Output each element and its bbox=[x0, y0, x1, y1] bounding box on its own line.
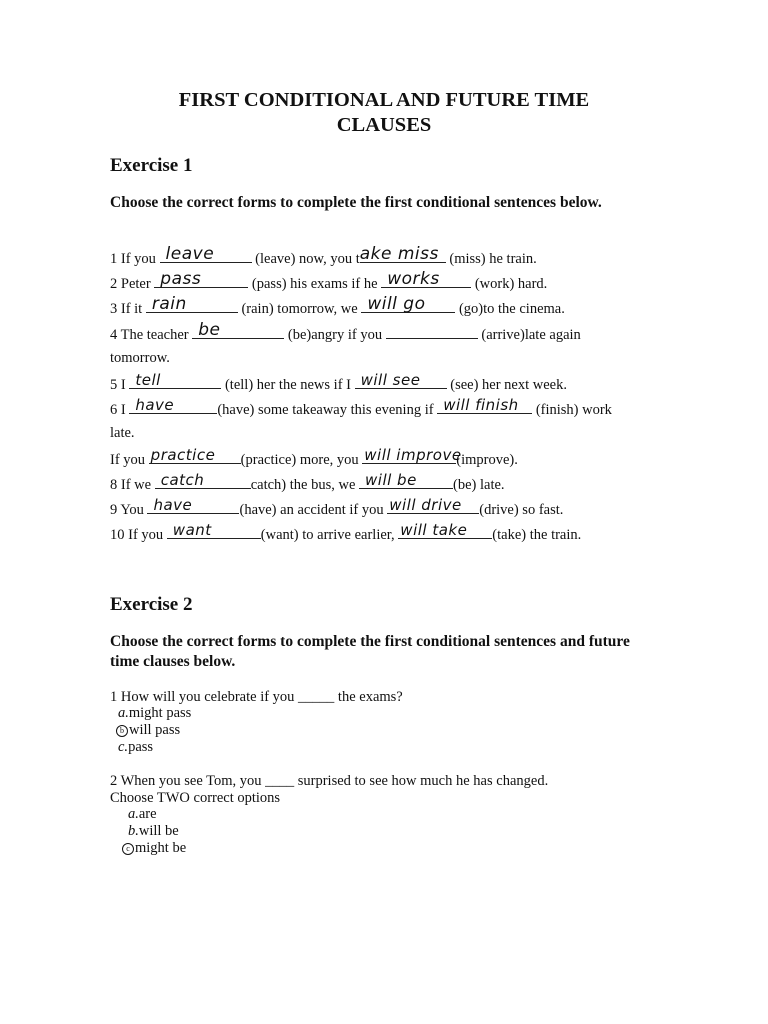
answer-blank[interactable] bbox=[192, 320, 284, 340]
exercise-2-heading: Exercise 2 bbox=[110, 594, 193, 615]
handwritten-answer: have bbox=[153, 496, 193, 514]
handwritten-answer: leave bbox=[165, 244, 215, 264]
answer-blank[interactable] bbox=[381, 269, 471, 289]
handwritten-answer: will finish bbox=[443, 396, 519, 414]
answer-blank[interactable] bbox=[160, 244, 252, 264]
handwritten-answer: tell bbox=[135, 371, 161, 389]
answer-blank[interactable] bbox=[149, 446, 241, 464]
answer-blank[interactable] bbox=[386, 324, 478, 339]
ex1-sentence-5: 5 I tell (tell) her the news if I will see (see) her next week. bbox=[110, 371, 567, 393]
page-title-line-1: FIRST CONDITIONAL AND FUTURE TIME bbox=[178, 89, 590, 111]
ex1-sentence-10: 10 If you want (want) to arrive earlier, will take (take) the train. bbox=[110, 521, 582, 543]
answer-blank[interactable] bbox=[362, 446, 462, 464]
ex1-sentence-6: 6 I have (have) some takeaway this evening if will finish (finish) work bbox=[110, 396, 612, 418]
handwritten-answer: be bbox=[198, 320, 221, 340]
ex1-sentence-7: If you practice (practice) more, you will improve (improve). bbox=[110, 446, 518, 468]
ex2-question-2: 2 When you see Tom, you ____ surprised to see how much he has changed. bbox=[110, 773, 549, 789]
handwritten-answer: rain bbox=[151, 294, 187, 314]
ex2-q2-option-b[interactable]: b.will be bbox=[128, 823, 179, 839]
answer-blank[interactable] bbox=[398, 521, 492, 539]
ex2-q1-option-b[interactable]: b will pass bbox=[116, 722, 180, 739]
answer-blank[interactable] bbox=[154, 269, 248, 289]
handwritten-answer: works bbox=[387, 269, 440, 289]
answer-blank[interactable] bbox=[437, 396, 532, 414]
circled-answer-icon: c bbox=[122, 843, 134, 855]
ex2-question-1: 1 How will you celebrate if you _____ the exams? bbox=[110, 689, 403, 705]
answer-blank[interactable] bbox=[361, 294, 455, 314]
ex1-sentence-3: 3 If it rain (rain) tomorrow, we will go (go)to the cinema. bbox=[110, 294, 565, 317]
answer-blank[interactable] bbox=[155, 471, 251, 489]
handwritten-answer: pass bbox=[160, 269, 202, 289]
ex1-sentence-6-continued: late. bbox=[110, 425, 135, 441]
answer-blank[interactable] bbox=[359, 471, 453, 489]
handwritten-answer: want bbox=[172, 521, 212, 539]
handwritten-answer: have bbox=[135, 396, 175, 414]
answer-blank[interactable] bbox=[359, 244, 446, 264]
handwritten-answer: will see bbox=[360, 371, 421, 389]
ex2-question-2-note: Choose TWO correct options bbox=[110, 790, 281, 806]
ex2-q1-option-c[interactable]: c.pass bbox=[118, 739, 154, 755]
ex2-q2-option-a[interactable]: a.are bbox=[128, 806, 157, 822]
exercise-1-heading: Exercise 1 bbox=[110, 155, 193, 176]
handwritten-answer: catch bbox=[160, 471, 205, 489]
ex1-sentence-9: 9 You have (have) an accident if you will drive (drive) so fast. bbox=[110, 496, 564, 518]
ex1-sentence-4: 4 The teacher be (be)angry if you (arrive)late again bbox=[110, 320, 581, 343]
answer-blank[interactable] bbox=[146, 294, 238, 314]
page-title-line-2: CLAUSES bbox=[336, 114, 432, 136]
answer-blank[interactable] bbox=[355, 371, 447, 389]
handwritten-answer: will take bbox=[400, 521, 468, 539]
answer-blank[interactable] bbox=[167, 521, 261, 539]
handwritten-answer: ake miss bbox=[359, 244, 439, 264]
answer-blank[interactable] bbox=[129, 371, 221, 389]
answer-blank[interactable] bbox=[387, 496, 479, 514]
ex1-sentence-4-continued: tomorrow. bbox=[110, 350, 170, 366]
exercise-2-instruction: Choose the correct forms to complete the first conditional sentences and future time clauses below. bbox=[110, 633, 630, 670]
ex1-sentence-2: 2 Peter pass (pass) his exams if he works (work) hard. bbox=[110, 269, 548, 292]
handwritten-answer: will drive bbox=[389, 496, 462, 514]
exercise-1-instruction: Choose the correct forms to complete the first conditional sentences below. bbox=[110, 194, 602, 211]
ex1-sentence-8: 8 If we catch catch) the bus, we will be (be) late. bbox=[110, 471, 505, 493]
circled-answer-icon: b bbox=[116, 725, 128, 737]
ex2-q2-option-c[interactable]: c might be bbox=[122, 840, 186, 857]
handwritten-answer: will go bbox=[367, 294, 426, 314]
answer-blank[interactable] bbox=[147, 496, 239, 514]
handwritten-answer: will improve bbox=[364, 446, 462, 464]
handwritten-answer: will be bbox=[365, 471, 417, 489]
ex2-q1-option-a[interactable]: a.might pass bbox=[118, 705, 192, 721]
handwritten-answer: practice bbox=[150, 446, 216, 464]
answer-blank[interactable] bbox=[129, 396, 217, 414]
ex1-sentence-1: 1 If you leave (leave) now, you t ake miss (miss) he train. bbox=[110, 244, 537, 267]
